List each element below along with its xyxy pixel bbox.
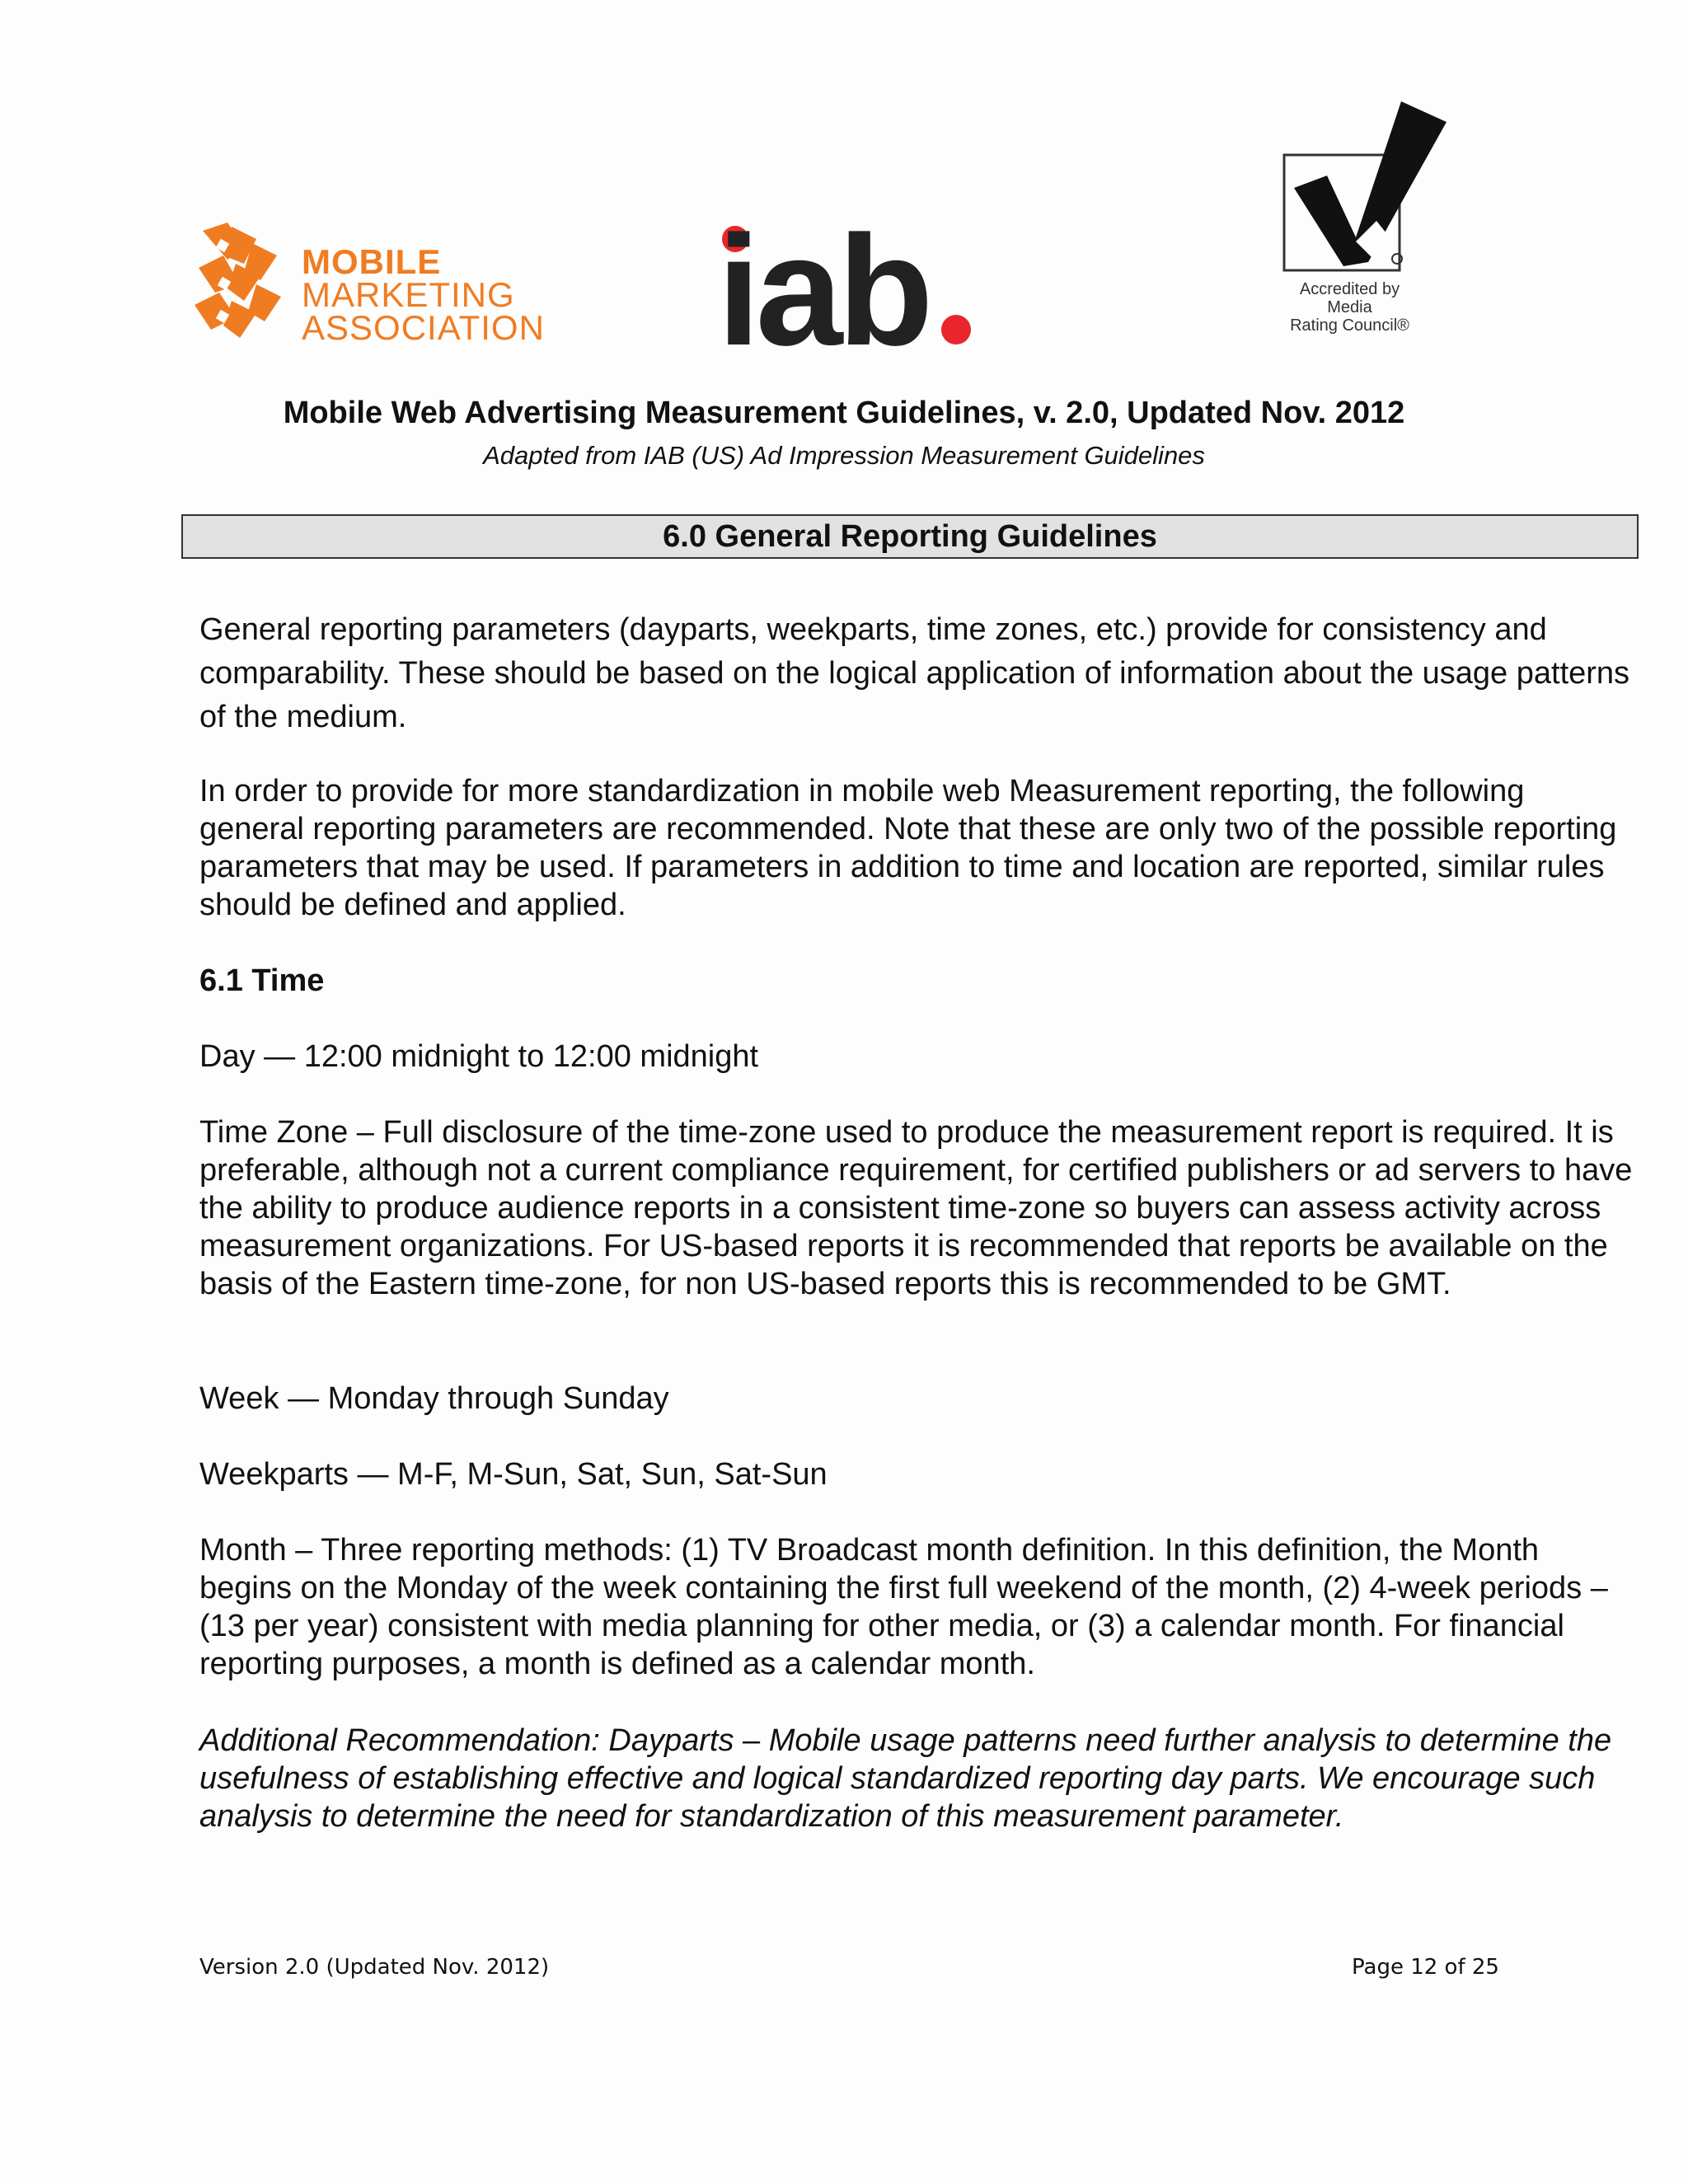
footer-version: Version 2.0 (Updated Nov. 2012)	[199, 1955, 550, 1980]
paragraph-standardization: In order to provide for more standardization in mobile web Measurement reporting, the following general reporting parameters are recommended. Note that these are only two of the possible reporting parameters that may be used. If parameters in addition to time and location are reported, similar rules should be defined and applied.	[199, 774, 1617, 922]
mrc-accreditation-logo	[1278, 97, 1459, 344]
document-title: Mobile Web Advertising Measurement Guidelines, v. 2.0, Updated Nov. 2012	[283, 396, 1405, 430]
additional-recommendation: Additional Recommendation: Dayparts – Mobile usage patterns need further analysis to determine the usefulness of establishing effective and logical standardized reporting day parts. We encourage such analysis to determine the need for standardization of this measurement parameter.	[199, 1723, 1612, 1834]
subsection-heading: 6.1 Time	[199, 963, 325, 998]
definition-weekparts: Weekparts — M-F, M-Sun, Sat, Sun, Sat-Sun	[199, 1457, 828, 1492]
mrc-caption-line3: Rating Council®	[1290, 316, 1409, 335]
iab-logo	[717, 221, 981, 353]
iab-wordmark	[717, 221, 981, 353]
mma-line1: MOBILE	[302, 242, 442, 281]
section-heading: 6.0 General Reporting Guidelines	[181, 514, 1639, 559]
mma-wordmark	[302, 242, 545, 347]
mrc-caption	[1278, 280, 1422, 335]
mma-line3: ASSOCIATION	[302, 308, 545, 347]
mma-line2: MARKETING	[302, 275, 515, 314]
document-subtitle: Adapted from IAB (US) Ad Impression Measurement Guidelines	[483, 441, 1205, 470]
definition-month: Month – Three reporting methods: (1) TV Broadcast month definition. In this definition, the Month begins on the Monday of the week containing the first full weekend of the month, (2) 4-week periods – (13 per year) consistent with media planning for other media, or (3) a calendar month. For financial reporting purposes, a month is defined as a calendar month.	[199, 1533, 1608, 1681]
definition-timezone: Time Zone – Full disclosure of the time-zone used to produce the measurement report is required. It is preferable, although not a current compliance requirement, for certified publishers or ad servers to have the ability to produce audience reports in a consistent time-zone so buyers can assess activity across measurement organizations. For US-based reports it is recommended that reports be available on the basis of the Eastern time-zone, for non US-based reports this is recommended to be GMT.	[199, 1115, 1633, 1301]
mma-mark-icon	[195, 223, 293, 346]
iab-period-dot-icon	[941, 315, 971, 344]
mrc-checkmark-icon	[1278, 97, 1459, 279]
iab-text: iab	[717, 221, 929, 353]
mrc-caption-line1: Accredited by	[1299, 280, 1400, 298]
definition-week: Week — Monday through Sunday	[199, 1381, 669, 1416]
mma-logo	[195, 223, 545, 354]
paragraph-intro: General reporting parameters (dayparts, weekparts, time zones, etc.) provide for consistency and comparability. These should be based on the logical application of information about the usage patterns of the medium.	[199, 612, 1630, 734]
footer-page-number: Page 12 of 25	[1352, 1955, 1499, 1980]
definition-day: Day — 12:00 midnight to 12:00 midnight	[199, 1039, 759, 1074]
mrc-caption-line2: Media	[1327, 298, 1372, 316]
